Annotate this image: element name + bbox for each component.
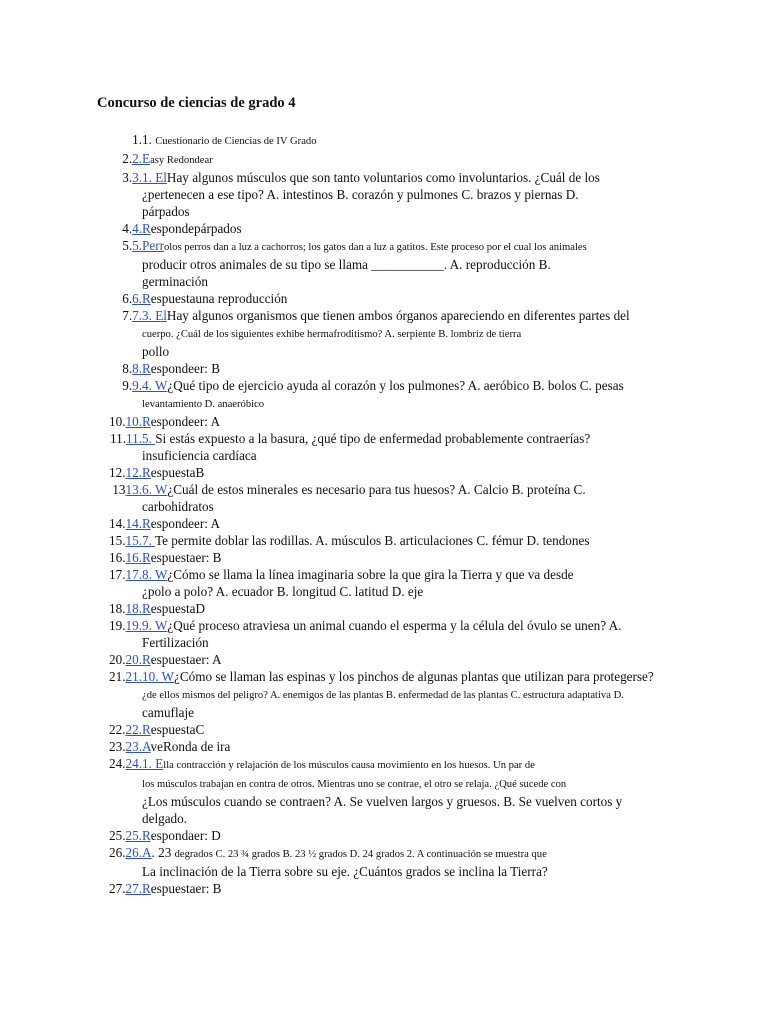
item-number-text: 26. <box>109 845 126 860</box>
item-text: espuestaer: B <box>150 550 222 565</box>
item-number-text: 27. <box>109 881 126 896</box>
list-item <box>0 307 768 360</box>
list-item <box>0 131 768 150</box>
item-text-line <box>142 515 708 532</box>
inline-link[interactable]: E <box>142 151 151 166</box>
item-text-line <box>142 880 708 897</box>
inline-link[interactable]: 3. El <box>142 308 167 323</box>
item-number-link[interactable]: 4. <box>132 221 142 236</box>
list-item-number <box>0 290 142 307</box>
item-text: La inclinación de la Tierra sobre su eje. ¿Cuántos grados se inclina la Tierra? <box>142 864 548 879</box>
item-text-line <box>142 203 708 220</box>
item-number-text: 8. <box>122 361 133 376</box>
item-number-link[interactable]: 16. <box>125 550 142 565</box>
item-text: ¿Cuál de estos minerales es necesario para tus huesos? A. Calcio B. proteína C. <box>167 482 586 497</box>
item-number-link[interactable]: 27. <box>125 881 142 896</box>
item-text: veRonda de ira <box>150 739 231 754</box>
item-number-link[interactable]: 20. <box>125 652 142 667</box>
item-number-link[interactable]: 10. <box>125 414 142 429</box>
inline-link[interactable]: R <box>142 221 151 236</box>
list-item <box>0 827 768 844</box>
inline-link[interactable]: 4. W <box>142 378 168 393</box>
inline-link[interactable]: R <box>142 881 151 896</box>
item-number-link[interactable]: 5. <box>132 238 142 253</box>
item-number-link[interactable]: 6. <box>132 291 142 306</box>
item-text-line <box>142 810 708 827</box>
item-number-link[interactable]: 21. <box>125 669 142 684</box>
inline-link[interactable]: R <box>142 550 151 565</box>
item-number-link[interactable]: 23. <box>125 739 142 754</box>
item-text: espuestaC <box>150 722 205 737</box>
list-item <box>0 532 768 549</box>
item-text-line <box>142 237 708 256</box>
page-title: Concurso de ciencias de grado 4 <box>97 95 296 111</box>
item-number-text: 23. <box>109 739 126 754</box>
item-text-line <box>142 685 708 704</box>
inline-link[interactable]: 1. El <box>142 170 167 185</box>
list-item-number <box>0 532 142 549</box>
item-text: espuestaer: B <box>150 881 222 896</box>
list-item-number <box>0 150 142 167</box>
list-item <box>0 721 768 738</box>
item-text-line <box>142 256 708 273</box>
inline-link[interactable]: 8. W <box>142 567 168 582</box>
list-item-number <box>0 600 142 617</box>
item-text: delgado. <box>142 811 188 826</box>
list-item-number <box>0 668 142 685</box>
item-number-text: 6. <box>122 291 133 306</box>
list-item-number <box>0 880 142 897</box>
item-number-text: 15. <box>109 533 126 548</box>
item-text-line <box>142 600 708 617</box>
item-text: ¿Cómo se llama la línea imaginaria sobre la que gira la Tierra y que va desde <box>167 567 574 582</box>
list-item-number <box>0 307 142 324</box>
item-number-text: 20. <box>109 652 126 667</box>
item-number-text: 14. <box>109 516 126 531</box>
item-text-line <box>142 413 708 430</box>
item-text-line <box>142 169 708 186</box>
inline-link[interactable]: 1. E <box>142 756 164 771</box>
item-number-text: 1. <box>132 132 142 147</box>
inline-link[interactable]: 10. W <box>142 669 174 684</box>
item-text-line <box>142 447 708 464</box>
inline-link[interactable]: 7. <box>142 533 155 548</box>
item-text: Hay algunos organismos que tienen ambos órganos apareciendo en diferentes partes del <box>166 308 630 323</box>
item-text-line <box>142 290 708 307</box>
item-text-line <box>142 844 708 863</box>
list-item <box>0 755 768 827</box>
list-item <box>0 738 768 755</box>
inline-link[interactable]: 5. <box>142 431 156 446</box>
item-text: degrados C. 23 ¾ grados B. 23 ½ grados D. 24 grados 2. A continuación se muestra que <box>174 849 547 860</box>
item-text-line <box>142 549 708 566</box>
item-text-line <box>142 220 708 237</box>
inline-link[interactable]: R <box>142 465 151 480</box>
item-text: espondepárpados <box>150 221 242 236</box>
list-item-number <box>0 464 142 481</box>
item-text: espuestaD <box>150 601 205 616</box>
item-text: lla contracción y relajación de los músculos causa movimiento en los huesos. Un par de <box>163 760 535 771</box>
list-item-number <box>0 131 142 148</box>
list-item-number <box>0 755 142 772</box>
item-text: insuficiencia cardíaca <box>142 448 257 463</box>
list-item-number <box>0 617 142 634</box>
list-item-number <box>0 430 142 447</box>
item-text: ¿Cómo se llaman las espinas y los pinchos de algunas plantas que utilizan para protegerse? <box>174 669 654 684</box>
numbered-list <box>0 131 768 897</box>
item-number-text: 12. <box>109 465 126 480</box>
list-item-number <box>0 515 142 532</box>
item-text: ¿Qué tipo de ejercicio ayuda al corazón y los pulmones? A. aeróbico B. bolos C. pesas <box>167 378 624 393</box>
list-item <box>0 880 768 897</box>
inline-link[interactable]: R <box>142 414 151 429</box>
inline-link[interactable]: R <box>142 828 151 843</box>
item-number-text: 7. <box>122 308 133 323</box>
list-item-number <box>0 237 142 254</box>
item-text: olos perros dan a luz a cachorros; los gatos dan a luz a gatitos. Este proceso por el cual los animales <box>163 242 587 253</box>
item-text: ¿polo a polo? A. ecuador B. longitud C. latitud D. eje <box>142 584 424 599</box>
list-item-number <box>0 360 142 377</box>
item-text: germinación <box>142 274 208 289</box>
item-text: carbohidratos <box>142 499 214 514</box>
item-number-text: 13 <box>112 482 126 497</box>
item-number-text: 17. <box>109 567 126 582</box>
item-number-link[interactable]: 18. <box>125 601 142 616</box>
item-text: ¿de ellos mismos del peligro? A. enemigos de las plantas B. enfermedad de las plantas C. estructura adaptativa D. <box>142 690 624 701</box>
item-text-line <box>142 481 708 498</box>
item-number-text: 18. <box>109 601 126 616</box>
item-text-line <box>142 324 708 343</box>
item-number-text: 24. <box>109 756 126 771</box>
list-item <box>0 237 768 290</box>
list-item <box>0 377 768 413</box>
list-item-number <box>0 169 142 186</box>
item-text-line <box>142 774 708 793</box>
item-number-link[interactable]: 17. <box>125 567 142 582</box>
item-number-link[interactable]: 14. <box>125 516 142 531</box>
inline-link[interactable]: A <box>142 845 152 860</box>
item-number-link[interactable]: 25. <box>125 828 142 843</box>
item-text-line <box>142 583 708 600</box>
list-item <box>0 549 768 566</box>
item-text: producir otros animales de su tipo se llama ___________. A. reproducción B. <box>142 257 551 272</box>
item-text-line <box>142 793 708 810</box>
inline-link[interactable]: R <box>142 516 151 531</box>
list-item <box>0 566 768 600</box>
item-text-line <box>142 634 708 651</box>
item-text-line <box>142 704 708 721</box>
item-number-link[interactable]: 7. <box>132 308 142 323</box>
item-text-line <box>142 498 708 515</box>
item-number-link[interactable]: 13. <box>125 482 142 497</box>
item-number-link[interactable]: 26. <box>125 845 142 860</box>
inline-link[interactable]: 6. W <box>142 482 168 497</box>
list-item <box>0 600 768 617</box>
item-number-link[interactable]: 22. <box>125 722 142 737</box>
item-text-line <box>142 566 708 583</box>
list-item <box>0 150 768 169</box>
item-text-line <box>142 131 708 150</box>
list-item-number <box>0 549 142 566</box>
item-text: levantamiento D. anaeróbico <box>142 399 265 410</box>
item-text-line <box>142 430 708 447</box>
list-item <box>0 360 768 377</box>
item-text: espuestaer: A <box>150 652 222 667</box>
item-text: Hay algunos músculos que son tanto voluntarios como involuntarios. ¿Cuál de los <box>166 170 600 185</box>
item-text-line <box>142 668 708 685</box>
item-number-text: 16. <box>109 550 126 565</box>
list-item <box>0 515 768 532</box>
item-text-line <box>142 863 708 880</box>
item-text: 1. <box>142 132 156 147</box>
item-number-text: 22. <box>109 722 126 737</box>
list-item <box>0 430 768 464</box>
list-item <box>0 290 768 307</box>
item-text: espondaer: D <box>150 828 221 843</box>
item-text: cuerpo. ¿Cuál de los siguientes exhibe hermafroditismo? A. serpiente B. lombriz de tierra <box>142 329 522 340</box>
item-text-line <box>142 617 708 634</box>
item-text-line <box>142 360 708 377</box>
item-text-line <box>142 377 708 394</box>
list-item-number <box>0 827 142 844</box>
inline-link[interactable]: 9. W <box>142 618 168 633</box>
item-number-text: 2. <box>122 151 133 166</box>
item-number-text: 9. <box>122 378 133 393</box>
item-text-line <box>142 307 708 324</box>
item-text: espondeer: B <box>150 361 221 376</box>
list-item <box>0 464 768 481</box>
item-text-line <box>142 738 708 755</box>
list-item-number <box>0 481 142 498</box>
item-text-line <box>142 343 708 360</box>
item-number-link[interactable]: 9. <box>132 378 142 393</box>
list-item-number <box>0 721 142 738</box>
item-number-link[interactable]: 24. <box>125 756 142 771</box>
inline-link[interactable]: R <box>142 722 151 737</box>
item-number-link[interactable]: 2. <box>132 151 142 166</box>
item-number-link[interactable]: 12. <box>125 465 142 480</box>
item-number-link[interactable]: 15. <box>125 533 142 548</box>
item-text: párpados <box>142 204 190 219</box>
item-text: espuestaB <box>150 465 205 480</box>
item-text-line <box>142 273 708 290</box>
list-item-number <box>0 566 142 583</box>
item-text: Cuestionario de Ciencias de IV Grado <box>155 136 317 147</box>
inline-link[interactable]: R <box>142 361 151 376</box>
item-text: Te permite doblar las rodillas. A. músculos B. articulaciones C. fémur D. tendones <box>154 533 590 548</box>
list-item <box>0 617 768 651</box>
item-text: camuflaje <box>142 705 194 720</box>
item-text: espondeer: A <box>150 414 221 429</box>
item-text-line <box>142 755 708 774</box>
item-text: los músculos trabajan en contra de otros. Mientras uno se contrae, el otro se relaja. ¿Qué sucede con <box>142 779 567 790</box>
item-text: ¿pertenecen a ese tipo? A. intestinos B. corazón y pulmones C. brazos y piernas D. <box>142 187 579 202</box>
list-item <box>0 651 768 668</box>
item-text-line <box>142 721 708 738</box>
list-item-number <box>0 377 142 394</box>
list-item-number <box>0 220 142 237</box>
list-item-number <box>0 651 142 668</box>
item-text-line <box>142 394 708 413</box>
list-item <box>0 481 768 515</box>
item-text: ¿Qué proceso atraviesa un animal cuando el esperma y la célula del óvulo se unen? A. <box>167 618 622 633</box>
list-item <box>0 668 768 721</box>
item-number-link[interactable]: 3. <box>132 170 142 185</box>
list-item <box>0 220 768 237</box>
inline-link[interactable]: R <box>142 652 151 667</box>
item-number-link[interactable]: 19. <box>125 618 142 633</box>
item-text-line <box>142 532 708 549</box>
item-text: asy Redondear <box>150 155 213 166</box>
list-item <box>0 413 768 430</box>
list-item-number <box>0 844 142 861</box>
item-text: pollo <box>142 344 170 359</box>
item-text-line <box>142 186 708 203</box>
item-text: ¿Los músculos cuando se contraen? A. Se vuelven largos y gruesos. B. Se vuelven cortos y <box>142 794 623 809</box>
item-number-text: 10. <box>109 414 126 429</box>
item-number-text: 21. <box>109 669 126 684</box>
item-number-text: 19. <box>109 618 126 633</box>
list-item-number <box>0 413 142 430</box>
inline-link[interactable]: R <box>142 601 151 616</box>
item-number-link[interactable]: 8. <box>132 361 142 376</box>
item-text: . 23 <box>151 845 175 860</box>
inline-link[interactable]: A <box>142 739 151 754</box>
inline-link[interactable]: Perr <box>142 238 164 253</box>
item-text: espondeer: A <box>150 516 221 531</box>
list-item <box>0 169 768 220</box>
item-text: espuestauna reproducción <box>150 291 288 306</box>
item-text: Fertilización <box>142 635 209 650</box>
item-number-text: 11. <box>110 431 126 446</box>
item-number-link[interactable]: 11. <box>126 431 142 446</box>
item-number-text: 3. <box>122 170 133 185</box>
item-text-line <box>142 150 708 169</box>
list-item-number <box>0 738 142 755</box>
item-text: Si estás expuesto a la basura, ¿qué tipo de enfermedad probablemente contraerías? <box>155 431 591 446</box>
inline-link[interactable]: R <box>142 291 151 306</box>
item-text-line <box>142 464 708 481</box>
item-number-text: 25. <box>109 828 126 843</box>
item-text-line <box>142 827 708 844</box>
item-number-text: 5. <box>122 238 133 253</box>
list-item <box>0 844 768 880</box>
item-text-line <box>142 651 708 668</box>
item-number-text: 4. <box>122 221 133 236</box>
